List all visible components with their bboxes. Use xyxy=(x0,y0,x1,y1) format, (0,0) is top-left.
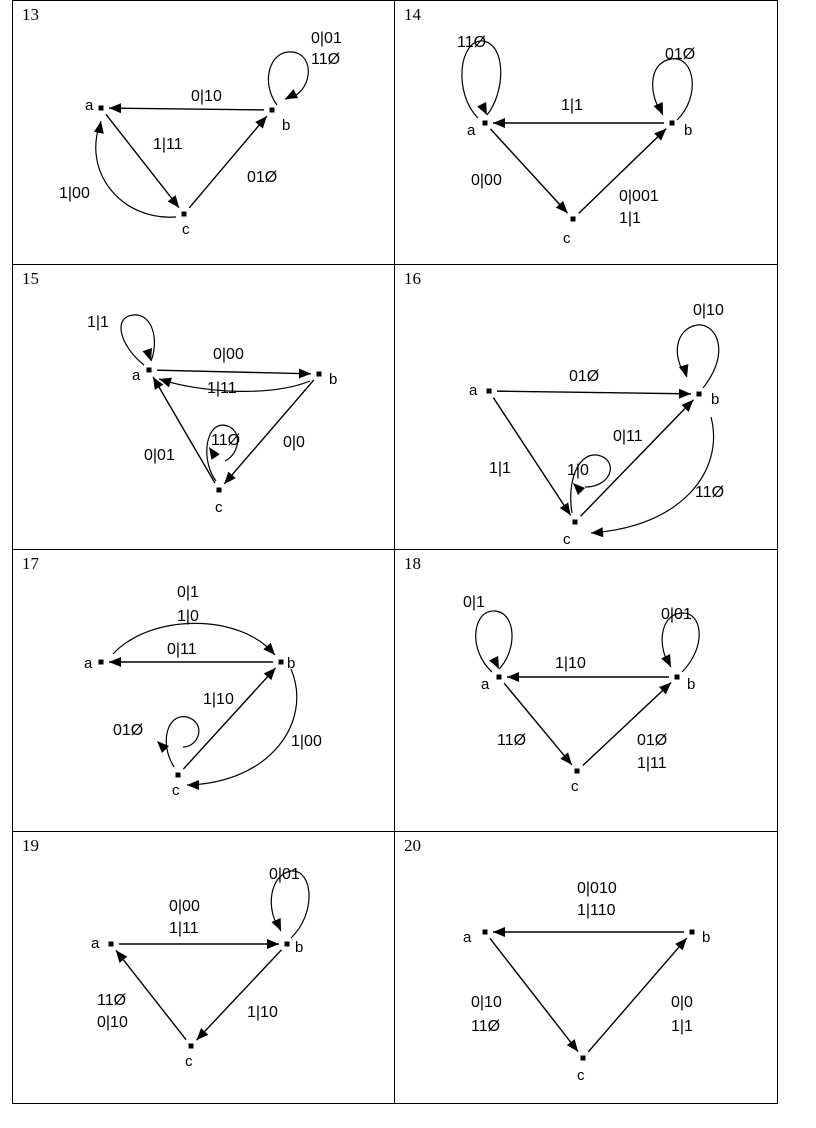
cell-13 xyxy=(13,1,395,265)
transition-b-b xyxy=(268,30,342,105)
cell-number: 15 xyxy=(22,269,39,288)
transition-c-b xyxy=(583,682,671,772)
state-label-a: a xyxy=(84,655,93,672)
transition-label: 0|10 xyxy=(693,302,724,319)
state-node-c xyxy=(573,520,578,525)
arrowhead xyxy=(168,195,179,208)
transition-label: 0|00 xyxy=(471,172,502,189)
transition-b-a xyxy=(159,378,310,397)
transition-label: 0|001 xyxy=(619,188,659,205)
transition-label: 11Ø xyxy=(97,992,127,1009)
transition-label: 11Ø xyxy=(471,1018,501,1035)
state-label-b: b xyxy=(282,117,291,134)
state-label-b: b xyxy=(329,371,338,388)
state-label-c: c xyxy=(563,230,571,247)
state-label-b: b xyxy=(295,939,304,956)
transition-b-c xyxy=(187,669,322,790)
transition-c-b xyxy=(189,116,277,208)
arrowhead xyxy=(560,503,571,516)
state-node-b xyxy=(270,108,275,113)
cell-number: 13 xyxy=(22,5,39,24)
transition-a-c xyxy=(471,938,578,1051)
transition-b-b xyxy=(653,46,696,120)
transition-b-c xyxy=(591,417,724,537)
arrowhead xyxy=(109,657,121,667)
state-label-b: b xyxy=(684,122,693,139)
state-node-b xyxy=(690,930,695,935)
cell-number: 16 xyxy=(404,269,421,288)
state-diagram xyxy=(13,832,395,1103)
transition-label: 01Ø xyxy=(247,169,278,186)
transition-label: 0|01 xyxy=(661,606,692,623)
arrowhead xyxy=(654,102,663,115)
arrowhead xyxy=(560,752,572,764)
transition-label: 0|11 xyxy=(167,641,197,658)
state-diagram xyxy=(13,550,395,832)
state-label-a: a xyxy=(481,676,490,693)
state-label-c: c xyxy=(182,221,190,238)
transition-b-b xyxy=(677,302,724,388)
self-loop xyxy=(166,717,199,767)
state-node-c xyxy=(176,773,181,778)
arrowhead xyxy=(255,116,267,128)
transition-label: 1|1 xyxy=(489,460,511,477)
state-diagram xyxy=(13,265,395,550)
transition-label: 1|10 xyxy=(247,1004,278,1021)
state-node-a xyxy=(99,660,104,665)
cell-17 xyxy=(13,550,395,832)
cell-19 xyxy=(13,832,395,1103)
transition-label: 0|01 xyxy=(311,30,342,47)
state-node-a xyxy=(483,121,488,126)
transition-c-b xyxy=(581,400,694,517)
transition-line xyxy=(109,108,264,110)
transition-label: 1|00 xyxy=(59,185,90,202)
state-label-c: c xyxy=(215,499,223,516)
transition-b-a xyxy=(109,88,264,113)
transition-label: 11Ø xyxy=(457,34,487,51)
transition-label: 11Ø xyxy=(211,432,241,449)
arrowhead xyxy=(591,527,603,537)
transition-label: 1|11 xyxy=(207,380,237,397)
transition-a-b xyxy=(497,368,691,399)
transition-label: 1|1 xyxy=(87,314,109,331)
state-diagram xyxy=(395,265,777,550)
transition-c-c xyxy=(207,425,240,481)
transition-label: 1|00 xyxy=(291,733,322,750)
transition-label: 1|0 xyxy=(567,462,589,479)
state-label-a: a xyxy=(91,935,100,952)
state-label-a: a xyxy=(463,929,472,946)
state-node-c xyxy=(182,212,187,217)
state-diagram xyxy=(395,550,777,832)
transition-line xyxy=(196,950,281,1040)
self-loop xyxy=(677,325,718,388)
arrowhead xyxy=(109,103,121,113)
state-node-b xyxy=(285,942,290,947)
arrowhead xyxy=(267,939,279,949)
transition-a-a xyxy=(87,314,154,365)
cell-15 xyxy=(13,265,395,550)
cell-number: 18 xyxy=(404,554,421,573)
transition-label: 01Ø xyxy=(665,46,696,63)
state-diagram xyxy=(395,1,777,265)
state-label-b: b xyxy=(687,676,696,693)
transition-line xyxy=(493,398,570,516)
transition-a-c xyxy=(471,129,568,213)
transition-c-c xyxy=(567,455,610,513)
cell-14 xyxy=(395,1,777,265)
transition-label: 01Ø xyxy=(569,368,600,385)
transition-line xyxy=(581,400,694,517)
transition-label: 0|0 xyxy=(283,434,305,451)
state-diagram xyxy=(13,1,395,265)
transition-label: 1|11 xyxy=(637,755,667,772)
transition-label: 1|10 xyxy=(203,691,234,708)
state-node-a xyxy=(497,675,502,680)
arrowhead xyxy=(142,348,151,361)
transition-a-c xyxy=(497,683,572,765)
state-label-a: a xyxy=(132,367,141,384)
transition-label: 0|01 xyxy=(144,447,175,464)
transition-a-a xyxy=(463,594,512,672)
state-node-a xyxy=(147,368,152,373)
state-node-c xyxy=(571,217,576,222)
transition-line xyxy=(106,114,179,207)
state-label-b: b xyxy=(287,655,296,672)
transition-line xyxy=(153,377,215,483)
transition-label: 11Ø xyxy=(497,732,527,749)
diagram-table xyxy=(12,0,778,1104)
arrowhead xyxy=(272,918,281,931)
transition-b-a xyxy=(109,641,273,667)
cell-number: 14 xyxy=(404,5,421,24)
arrowhead xyxy=(489,656,499,669)
transition-line xyxy=(189,116,267,208)
state-node-c xyxy=(189,1044,194,1049)
arrowhead xyxy=(299,369,311,379)
state-node-c xyxy=(581,1056,586,1061)
transition-label: 1|11 xyxy=(169,920,199,937)
transition-label: 0|10 xyxy=(97,1014,128,1031)
transition-label: 1|10 xyxy=(555,655,586,672)
cell-18 xyxy=(395,550,777,832)
state-node-a xyxy=(109,942,114,947)
arrowhead xyxy=(94,121,104,134)
arrowhead xyxy=(493,927,505,937)
transition-a-c xyxy=(489,398,571,516)
state-node-b xyxy=(675,675,680,680)
transition-c-b xyxy=(579,129,667,227)
transition-a-c xyxy=(106,114,183,207)
state-node-a xyxy=(99,106,104,111)
transition-label: 1|1 xyxy=(561,97,583,114)
arrowhead xyxy=(573,483,585,495)
arrowhead xyxy=(116,950,127,963)
state-label-a: a xyxy=(467,122,476,139)
transition-label: 11Ø xyxy=(695,484,725,501)
transition-label: 0|10 xyxy=(471,994,502,1011)
cell-number: 20 xyxy=(404,836,421,855)
state-label-c: c xyxy=(563,531,571,548)
state-label-c: c xyxy=(172,782,180,799)
transition-c-a xyxy=(97,950,186,1039)
arrowhead xyxy=(285,89,298,99)
transition-line xyxy=(490,938,578,1051)
transition-line xyxy=(497,391,691,394)
state-label-a: a xyxy=(85,97,94,114)
cell-number: 17 xyxy=(22,554,39,573)
transition-label: 11Ø xyxy=(311,51,341,68)
state-label-b: b xyxy=(711,391,720,408)
transition-curve xyxy=(187,669,297,785)
transition-label: 0|1 xyxy=(463,594,485,611)
transition-label: 1|0 xyxy=(177,608,199,625)
arrowhead xyxy=(187,780,199,790)
state-label-c: c xyxy=(185,1053,193,1070)
transition-label: 0|010 xyxy=(577,880,617,897)
arrowhead xyxy=(567,1039,578,1052)
transition-line xyxy=(583,682,671,765)
arrowhead xyxy=(507,672,519,682)
transition-line xyxy=(490,129,567,213)
cell-16 xyxy=(395,265,777,550)
transition-c-a xyxy=(144,377,215,483)
transition-label: 0|00 xyxy=(169,898,200,915)
arrowhead xyxy=(493,118,505,128)
transition-c-b xyxy=(183,668,275,769)
state-node-b xyxy=(697,392,702,397)
arrowhead xyxy=(679,389,691,399)
state-node-a xyxy=(483,930,488,935)
state-node-b xyxy=(279,660,284,665)
arrowhead xyxy=(661,654,671,667)
state-node-a xyxy=(487,389,492,394)
cell-20 xyxy=(395,832,777,1103)
transition-label: 01Ø xyxy=(637,732,668,749)
transition-label: 0|10 xyxy=(191,88,222,105)
state-node-b xyxy=(670,121,675,126)
state-node-b xyxy=(317,372,322,377)
state-node-c xyxy=(217,488,222,493)
transition-label: 01Ø xyxy=(113,722,144,739)
cell-number: 19 xyxy=(22,836,39,855)
arrowhead xyxy=(477,102,487,115)
transition-b-b xyxy=(661,606,699,672)
transition-a-a xyxy=(457,34,501,118)
transition-label: 0|01 xyxy=(269,866,300,883)
transition-b-b xyxy=(269,866,309,938)
transition-b-c xyxy=(196,950,281,1040)
transition-label: 1|11 xyxy=(153,136,183,153)
transition-c-c xyxy=(113,717,199,767)
transition-line xyxy=(157,370,311,374)
transition-b-a xyxy=(507,655,669,682)
transition-label: 1|1 xyxy=(619,210,641,227)
transition-label: 0|11 xyxy=(613,428,643,445)
transition-a-b xyxy=(157,346,311,379)
transition-label: 1|110 xyxy=(577,902,616,919)
transition-label: 0|0 xyxy=(671,994,693,1011)
state-node-c xyxy=(575,769,580,774)
transition-label: 1|1 xyxy=(671,1018,693,1035)
transition-a-b xyxy=(119,898,279,949)
transition-label: 0|1 xyxy=(177,584,199,601)
transition-c-b xyxy=(588,938,693,1052)
state-label-c: c xyxy=(571,778,579,795)
transition-b-a xyxy=(493,880,684,937)
transition-b-a xyxy=(493,97,664,128)
state-label-b: b xyxy=(702,929,711,946)
transition-label: 0|00 xyxy=(213,346,244,363)
transition-line xyxy=(183,668,275,769)
transition-line xyxy=(504,683,572,765)
state-label-a: a xyxy=(469,382,478,399)
state-diagram xyxy=(395,832,777,1103)
state-label-c: c xyxy=(577,1067,585,1084)
